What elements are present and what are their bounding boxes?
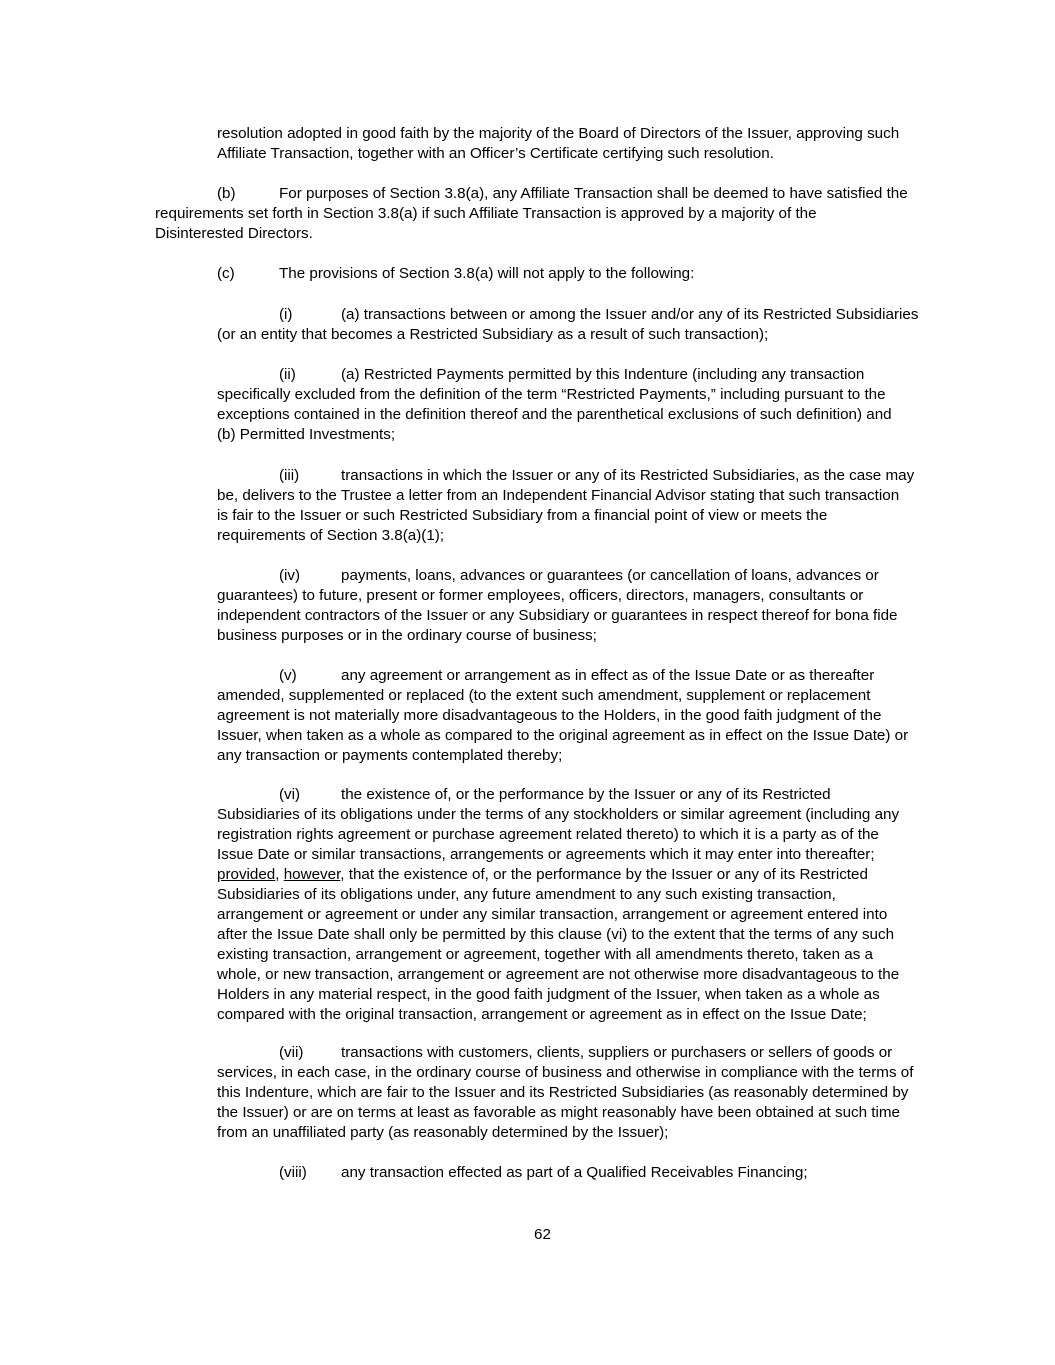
text-line: specifically excluded from the definition of the term “Restricted Payments,” including pursuant to the [217,386,886,403]
text-line: any transaction effected as part of a Qualified Receivables Financing; [341,1164,808,1181]
text-line: is fair to the Issuer or such Restricted Subsidiary from a financial point of view or meets the [217,507,828,524]
clause-first-line [217,785,899,805]
text-line: independent contractors of the Issuer or any Subsidiary or guarantees in respect thereof for bona fide [217,607,898,624]
text-line: amended, supplemented or replaced (to the extent such amendment, supplement or replacement [217,687,871,704]
text-line: Affiliate Transaction, together with an Officer’s Certificate certifying such resolution. [217,145,774,162]
clause-iv [217,566,897,646]
clause-first-line [217,566,897,586]
however-term: however [283,866,341,883]
clause-first-line [217,666,908,686]
text-line: (b) Permitted Investments; [217,426,396,443]
text-line: Issuer, when taken as a whole as compared to the original agreement as in effect on the Issue Date) or [217,727,909,744]
text-line: For purposes of Section 3.8(a), any Affiliate Transaction shall be deemed to have satisfied the [279,185,908,202]
text-line: (or an entity that becomes a Restricted Subsidiary as a result of such transaction); [217,326,769,343]
clause-label: (viii) [279,1164,307,1181]
text-line: transactions with customers, clients, suppliers or purchasers or sellers of goods or [341,1044,893,1061]
clause-ii [217,365,892,445]
text-line: the existence of, or the performance by the Issuer or any of its Restricted [341,786,831,803]
text-line: any agreement or arrangement as in effect as of the Issue Date or as thereafter [341,667,875,684]
clause-first-line [217,365,892,385]
paragraph-label: (b) [217,185,236,202]
proviso-text: , that the existence of, or the performance by the Issuer or any of its Restricted [340,866,868,883]
clause-first-line [217,466,915,486]
text-line: from an unaffiliated party (as reasonably determined by the Issuer); [217,1124,669,1141]
text-line: Holders in any material respect, in the good faith judgment of the Issuer, when taken as a whole as [217,986,880,1003]
text-line: compared with the original transaction, arrangement or agreement as in effect on the Issue Date; [217,1006,867,1023]
text-line: after the Issue Date shall only be permitted by this clause (vi) to the extent that the terms of any such [217,926,895,943]
text-line: any transaction or payments contemplated thereby; [217,747,563,764]
text-line: (a) transactions between or among the Issuer and/or any of its Restricted Subsidiaries [341,306,919,323]
clause-iii [217,466,915,546]
clause-first-line [217,1043,913,1063]
text-line: The provisions of Section 3.8(a) will not apply to the following: [279,265,695,282]
text-line: payments, loans, advances or guarantees (or cancellation of loans, advances or [341,567,879,584]
clause-i [217,305,919,345]
clause-label: (i) [279,306,293,323]
text-line: Subsidiaries of its obligations under, any future amendment to any such existing transaction, [217,886,836,903]
clause-label: (ii) [279,366,296,383]
clause-label: (v) [279,667,297,684]
text-line: business purposes or in the ordinary course of business; [217,627,597,644]
intro-paragraph [217,124,899,164]
text-line: Subsidiaries of its obligations under the terms of any stockholders or similar agreement (including any [217,806,900,823]
page-number: 62 [534,1226,551,1243]
text-line: this Indenture, which are fair to the Issuer and its Restricted Subsidiaries (as reasonably determined by [217,1084,909,1101]
provided-term: provided [217,866,276,883]
text-line: resolution adopted in good faith by the majority of the Board of Directors of the Issuer, approving such [217,125,900,142]
clause-v [217,666,908,766]
paragraph-label: (c) [217,265,235,282]
text-line: arrangement or agreement or under any similar transaction, arrangement or agreement entered into [217,906,888,923]
text-line: guarantees) to future, present or former employees, officers, directors, managers, consultants or [217,587,864,604]
text-line: services, in each case, in the ordinary course of business and otherwise in compliance with the terms of [217,1064,914,1081]
text-line: exceptions contained in the definition thereof and the parenthetical exclusions of such definition) and [217,406,892,423]
clause-vi [217,785,899,1025]
clause-label: (iv) [279,567,301,584]
paragraph-b [155,184,908,244]
paragraph-b-first-line [155,184,908,204]
text-line: (a) Restricted Payments permitted by this Indenture (including any transaction [341,366,865,383]
text-line: the Issuer) or are on terms at least as favorable as might reasonably have been obtained at such time [217,1104,900,1121]
text-line: requirements set forth in Section 3.8(a) if such Affiliate Transaction is approved by a majority of the [155,205,817,222]
proviso-comma: , [275,866,284,883]
text-line: existing transaction, arrangement or agreement, together with all amendments thereto, taken as a [217,946,873,963]
text-line: registration rights agreement or purchase agreement related thereto) to which it is a party as of the [217,826,879,843]
text-line: be, delivers to the Trustee a letter from an Independent Financial Advisor stating that such transaction [217,487,900,504]
clause-vii [217,1043,913,1143]
clause-label: (iii) [279,467,300,484]
clause-label: (vi) [279,786,301,803]
text-line: whole, or new transaction, arrangement or agreement are not otherwise more disadvantageous to the [217,966,900,983]
clause-first-line [217,305,919,325]
clause-label: (vii) [279,1044,304,1061]
text-line: transactions in which the Issuer or any of its Restricted Subsidiaries, as the case may [341,467,915,484]
text-line: Disinterested Directors. [155,225,313,242]
text-line: Issue Date or similar transactions, arrangements or agreements which it may enter into thereafter; [217,846,875,863]
text-line: agreement is not materially more disadvantageous to the Holders, in the good faith judgment of the [217,707,882,724]
text-line: requirements of Section 3.8(a)(1); [217,527,445,544]
proviso-line [217,865,899,885]
